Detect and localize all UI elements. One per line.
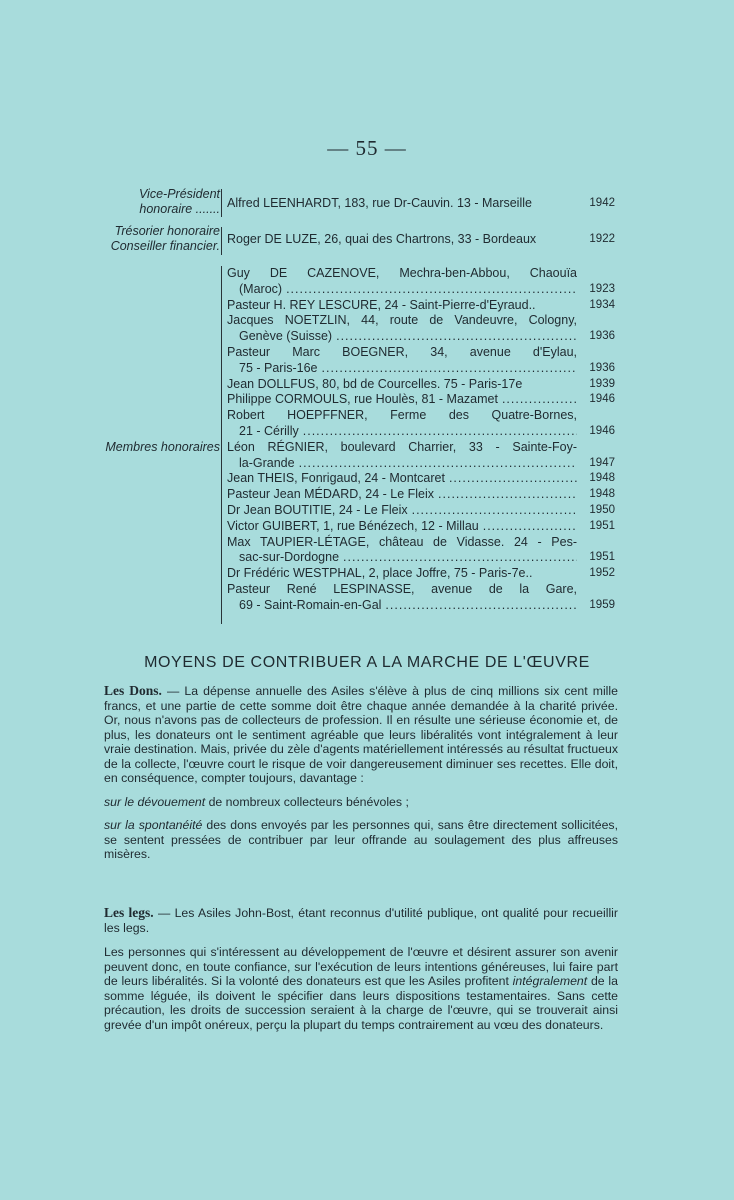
leader-dots	[412, 503, 577, 519]
leader-dots	[343, 550, 577, 566]
leader-dots	[483, 519, 577, 535]
divider	[221, 266, 222, 624]
officer-label: Trésorier honoraire Conseiller financier.	[110, 224, 220, 253]
members-list	[227, 266, 615, 614]
divider	[221, 189, 222, 217]
officer-entry: Roger DE LUZE, 26, quai des Chartrons, 33 - Bordeaux 1922	[227, 232, 615, 246]
dons-item-1: sur le dévouement de nombreux collecteurs bénévoles ;	[104, 794, 409, 809]
leader-dots	[336, 329, 577, 345]
leader-dots	[502, 392, 577, 408]
member-entry: Victor GUIBERT, 1, rue Bénézech, 12 - Millau ..... 1951	[227, 519, 615, 535]
officer-label: Vice-Président honoraire .......	[138, 187, 220, 216]
legs-lead: Les legs.	[104, 905, 154, 920]
member-entry: Jacques NOETZLIN, 44, route de Vandeuvre, Cologny, Genève (Suisse) ..... 1936	[227, 313, 615, 345]
dons-lead: Les Dons.	[104, 683, 162, 698]
legs-section	[104, 906, 618, 1032]
members-label: Membres honoraires	[105, 440, 220, 454]
officer-row-treasurer	[0, 224, 734, 256]
leader-dots	[286, 282, 577, 298]
leader-dots	[438, 487, 577, 503]
member-entry: Léon RÉGNIER, boulevard Charrier, 33 - Sainte-Foy- la-Grande ..... 1947	[227, 440, 615, 472]
leader-dots	[322, 361, 577, 377]
leader-dots	[385, 598, 577, 614]
dons-paragraph: Les Dons. — La dépense annuelle des Asiles s'élève à plus de cinq millions six cent mille francs, et une partie de cette somme doit être chaque année demandée à la charité privée. Or, nous n'avons pas de collecteurs de profession. Il en résulte une sérieuse économie et, de plus, les donateurs ont le sentiment agréable que leurs libéralités vont intégralement à leur vraie destination. Mais, privée du zèle d'agents matériellement intéressés au résultat fructueux de la collecte, l'œuvre court le risque de voir dangereusement diminuer ses recettes. Elle doit, en conséquence, compter toujours, davantage :	[104, 683, 618, 785]
member-entry: Jean THEIS, Fonrigaud, 24 - Montcaret ..... 1948	[227, 471, 615, 487]
officer-row-vice-president	[0, 187, 734, 219]
section-heading: MOYENS DE CONTRIBUER A LA MARCHE DE L'ŒUVRE	[144, 654, 590, 671]
page-number: — 55 —	[327, 136, 407, 160]
member-entry: Philippe CORMOULS, rue Houlès, 81 - Mazamet ..... 1946	[227, 392, 615, 408]
member-entry: Pasteur René LESPINASSE, avenue de la Gare, 69 - Saint-Romain-en-Gal ..... 1959	[227, 582, 615, 614]
member-entry: Pasteur H. REY LESCURE, 24 - Saint-Pierre-d'Eyraud.. 1934	[227, 297, 615, 312]
member-entry: Jean DOLLFUS, 80, bd de Courcelles. 75 - Paris-17e 1939	[227, 376, 615, 391]
officer-entry: Alfred LEENHARDT, 183, rue Dr-Cauvin. 13 - Marseille 1942	[227, 196, 615, 210]
member-entry: Dr Jean BOUTITIE, 24 - Le Fleix ..... 1950	[227, 503, 615, 519]
member-entry: Max TAUPIER-LÉTAGE, château de Vidasse. 24 - Pes- sac-sur-Dordogne ..... 1951	[227, 535, 615, 567]
legs-paragraph-1: Les legs. — Les Asiles John-Bost, étant reconnus d'utilité publique, ont qualité pour recueillir les legs.	[104, 905, 618, 935]
member-entry: Pasteur Jean MÉDARD, 24 - Le Fleix ..... 1948	[227, 487, 615, 503]
legs-paragraph-2: Les personnes qui s'intéressent au développement de l'œuvre et désirent assurer son avenir peuvent donc, en toute confiance, sur l'exécution de leurs intentions généreuses, lui faire part de leurs libéralités. Si la volonté des donateurs est que les Asiles profitent intégralement de la somme léguée, ils doivent le spécifier dans leurs dispositions testamentaires. Sans cette précaution, les droits de succession seraient à la charge de l'œuvre, qui se trouverait ainsi grevée d'un impôt onéreux, perçu la plupart du temps contrairement au vœu des donateurs.	[104, 945, 618, 1032]
leader-dots	[299, 456, 577, 472]
member-entry: Guy DE CAZENOVE, Mechra-ben-Abbou, Chaouïa (Maroc) ..... 1923	[227, 266, 615, 298]
dons-item-2: sur la spontanéité des dons envoyés par les personnes qui, sans être directement sollicitées, se sentent pressées de contribuer par leur offrande au soulagement des plus affreuses misères.	[104, 818, 618, 861]
divider	[221, 227, 222, 255]
leader-dots	[303, 424, 577, 440]
member-entry: Robert HOEPFFNER, Ferme des Quatre-Bornes, 21 - Cérilly ..... 1946	[227, 408, 615, 440]
member-entry: Dr Frédéric WESTPHAL, 2, place Joffre, 75 - Paris-7e.. 1952	[227, 566, 615, 581]
leader-dots	[449, 471, 577, 487]
member-entry: Pasteur Marc BOEGNER, 34, avenue d'Eylau, 75 - Paris-16e ..... 1936	[227, 345, 615, 377]
dons-section	[104, 684, 618, 862]
